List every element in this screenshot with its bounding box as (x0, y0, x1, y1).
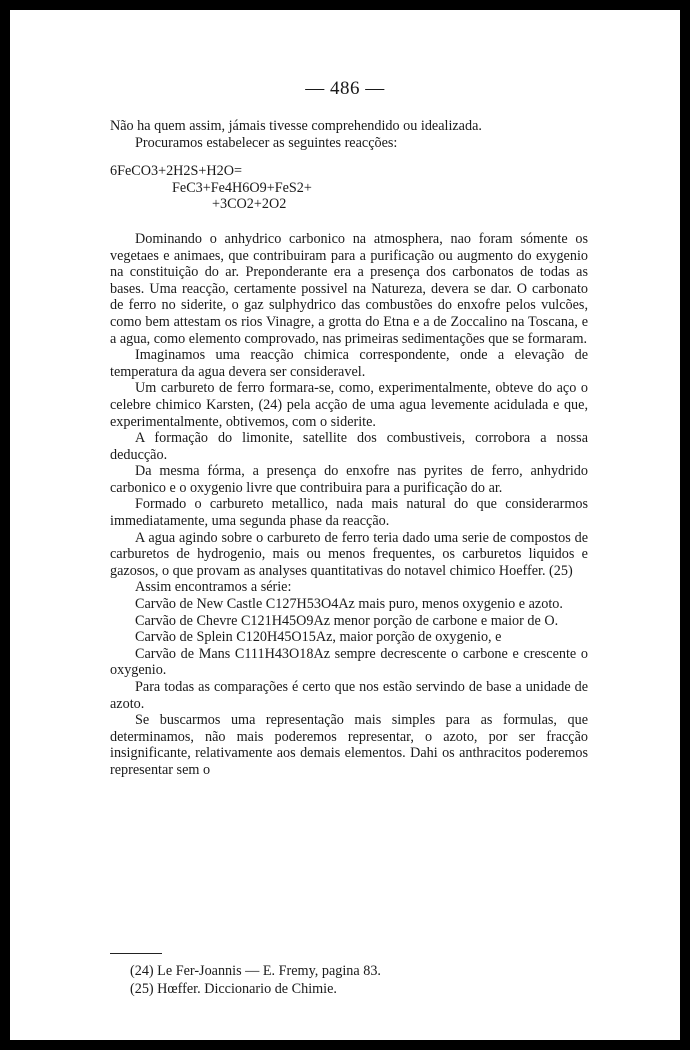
intro-paragraph: Não ha quem assim, jámais tivesse comprehendido ou idealizada. (110, 118, 482, 134)
equation-line: 6FeCO3+2H2S+H2O= (110, 163, 242, 180)
paragraph: Imaginamos uma reacção chimica correspondente, onde a elevação de temperatura da agua devera ser consideravel. (110, 347, 588, 380)
page-number: — 486 — (305, 78, 385, 99)
footnotes (130, 962, 570, 998)
paragraph: Assim encontramos a série: (135, 579, 292, 596)
footnote: (24) Le Fer-Joannis — E. Fremy, pagina 83. (130, 963, 381, 979)
paragraph: Formado o carbureto metallico, nada mais natural do que considerarmos immediatamente, uma segunda phase da reacção. (110, 496, 588, 530)
equation-line: FeC3+Fe4H6O9+FeS2+ (172, 179, 312, 196)
chemical-equation (110, 163, 588, 231)
footnote-divider (110, 953, 162, 954)
paragraph: Se buscarmos uma representação mais simples para as formulas, que determinamos, não mais poderemos representar, o azoto, por ser fracção insignificante, relativamente aos demais elementos. Dahi os anthracitos poderemos representar sem o (110, 712, 588, 778)
paragraph: Carvão de Splein C120H45O15Az, maior porção de oxygenio, e (135, 629, 502, 646)
intro-paragraph: Procuramos estabelecer as seguintes reacções: (135, 134, 398, 151)
equation-line: +3CO2+2O2 (212, 196, 287, 213)
footnote: (25) Hœffer. Diccionario de Chimie. (130, 981, 337, 997)
body-text (110, 118, 588, 779)
paragraph: Da mesma fórma, a presença do enxofre nas pyrites de ferro, anhydrido carbonico e o oxygenio livre que contribuira para a purificação do ar. (110, 463, 588, 496)
paragraph: Carvão de Chevre C121H45O9Az menor porção de carbone e maior de O. (135, 612, 559, 629)
paragraph: Para todas as comparações é certo que nos estão servindo de base a unidade de azoto. (110, 679, 588, 712)
book-page (10, 10, 680, 1040)
paragraph: A agua agindo sobre o carbureto de ferro teria dado uma serie de compostos de carburetos de hydrogenio, mais ou menos frequentes, os carburetos liquidos e gazosos, o que provam as analyses quantitativas do notavel chimico Hoeffer. (25) (110, 529, 588, 579)
paragraph: Carvão de Mans C111H43O18Az sempre decrescente o carbone e crescente o oxygenio. (110, 645, 588, 679)
paragraph: A formação do limonite, satellite dos combustiveis, corrobora a nossa deducção. (110, 430, 588, 463)
paragraph: Um carbureto de ferro formara-se, como, experimentalmente, obteve do aço o celebre chimico Karsten, (24) pela acção de uma agua levemente acidulada e que, experimentalmente, obtivemos, com o siderite. (110, 380, 588, 430)
paragraph: Carvão de New Castle C127H53O4Az mais puro, menos oxygenio e azoto. (135, 596, 563, 613)
paragraph: Dominando o anhydrico carbonico na atmosphera, nao foram sómente os vegetaes e animaes, que contribuiram para a purificação ou augmento do exygenio na constituição do ar. Preponderante era a presença dos carbonatos de todas as bases. Uma reacção, certamente possivel na Natureza, devera se dar. O carbonato de ferro no siderite, o gaz sulphydrico das combustões do enxofre pelos vulcões, como bem attestam os rios Vinagre, a grotta do Etna e a de Zoccalino na Toscana, e a agua, como elemento comprovado, nas primeiras sedimentações que se formaram. (110, 230, 588, 347)
